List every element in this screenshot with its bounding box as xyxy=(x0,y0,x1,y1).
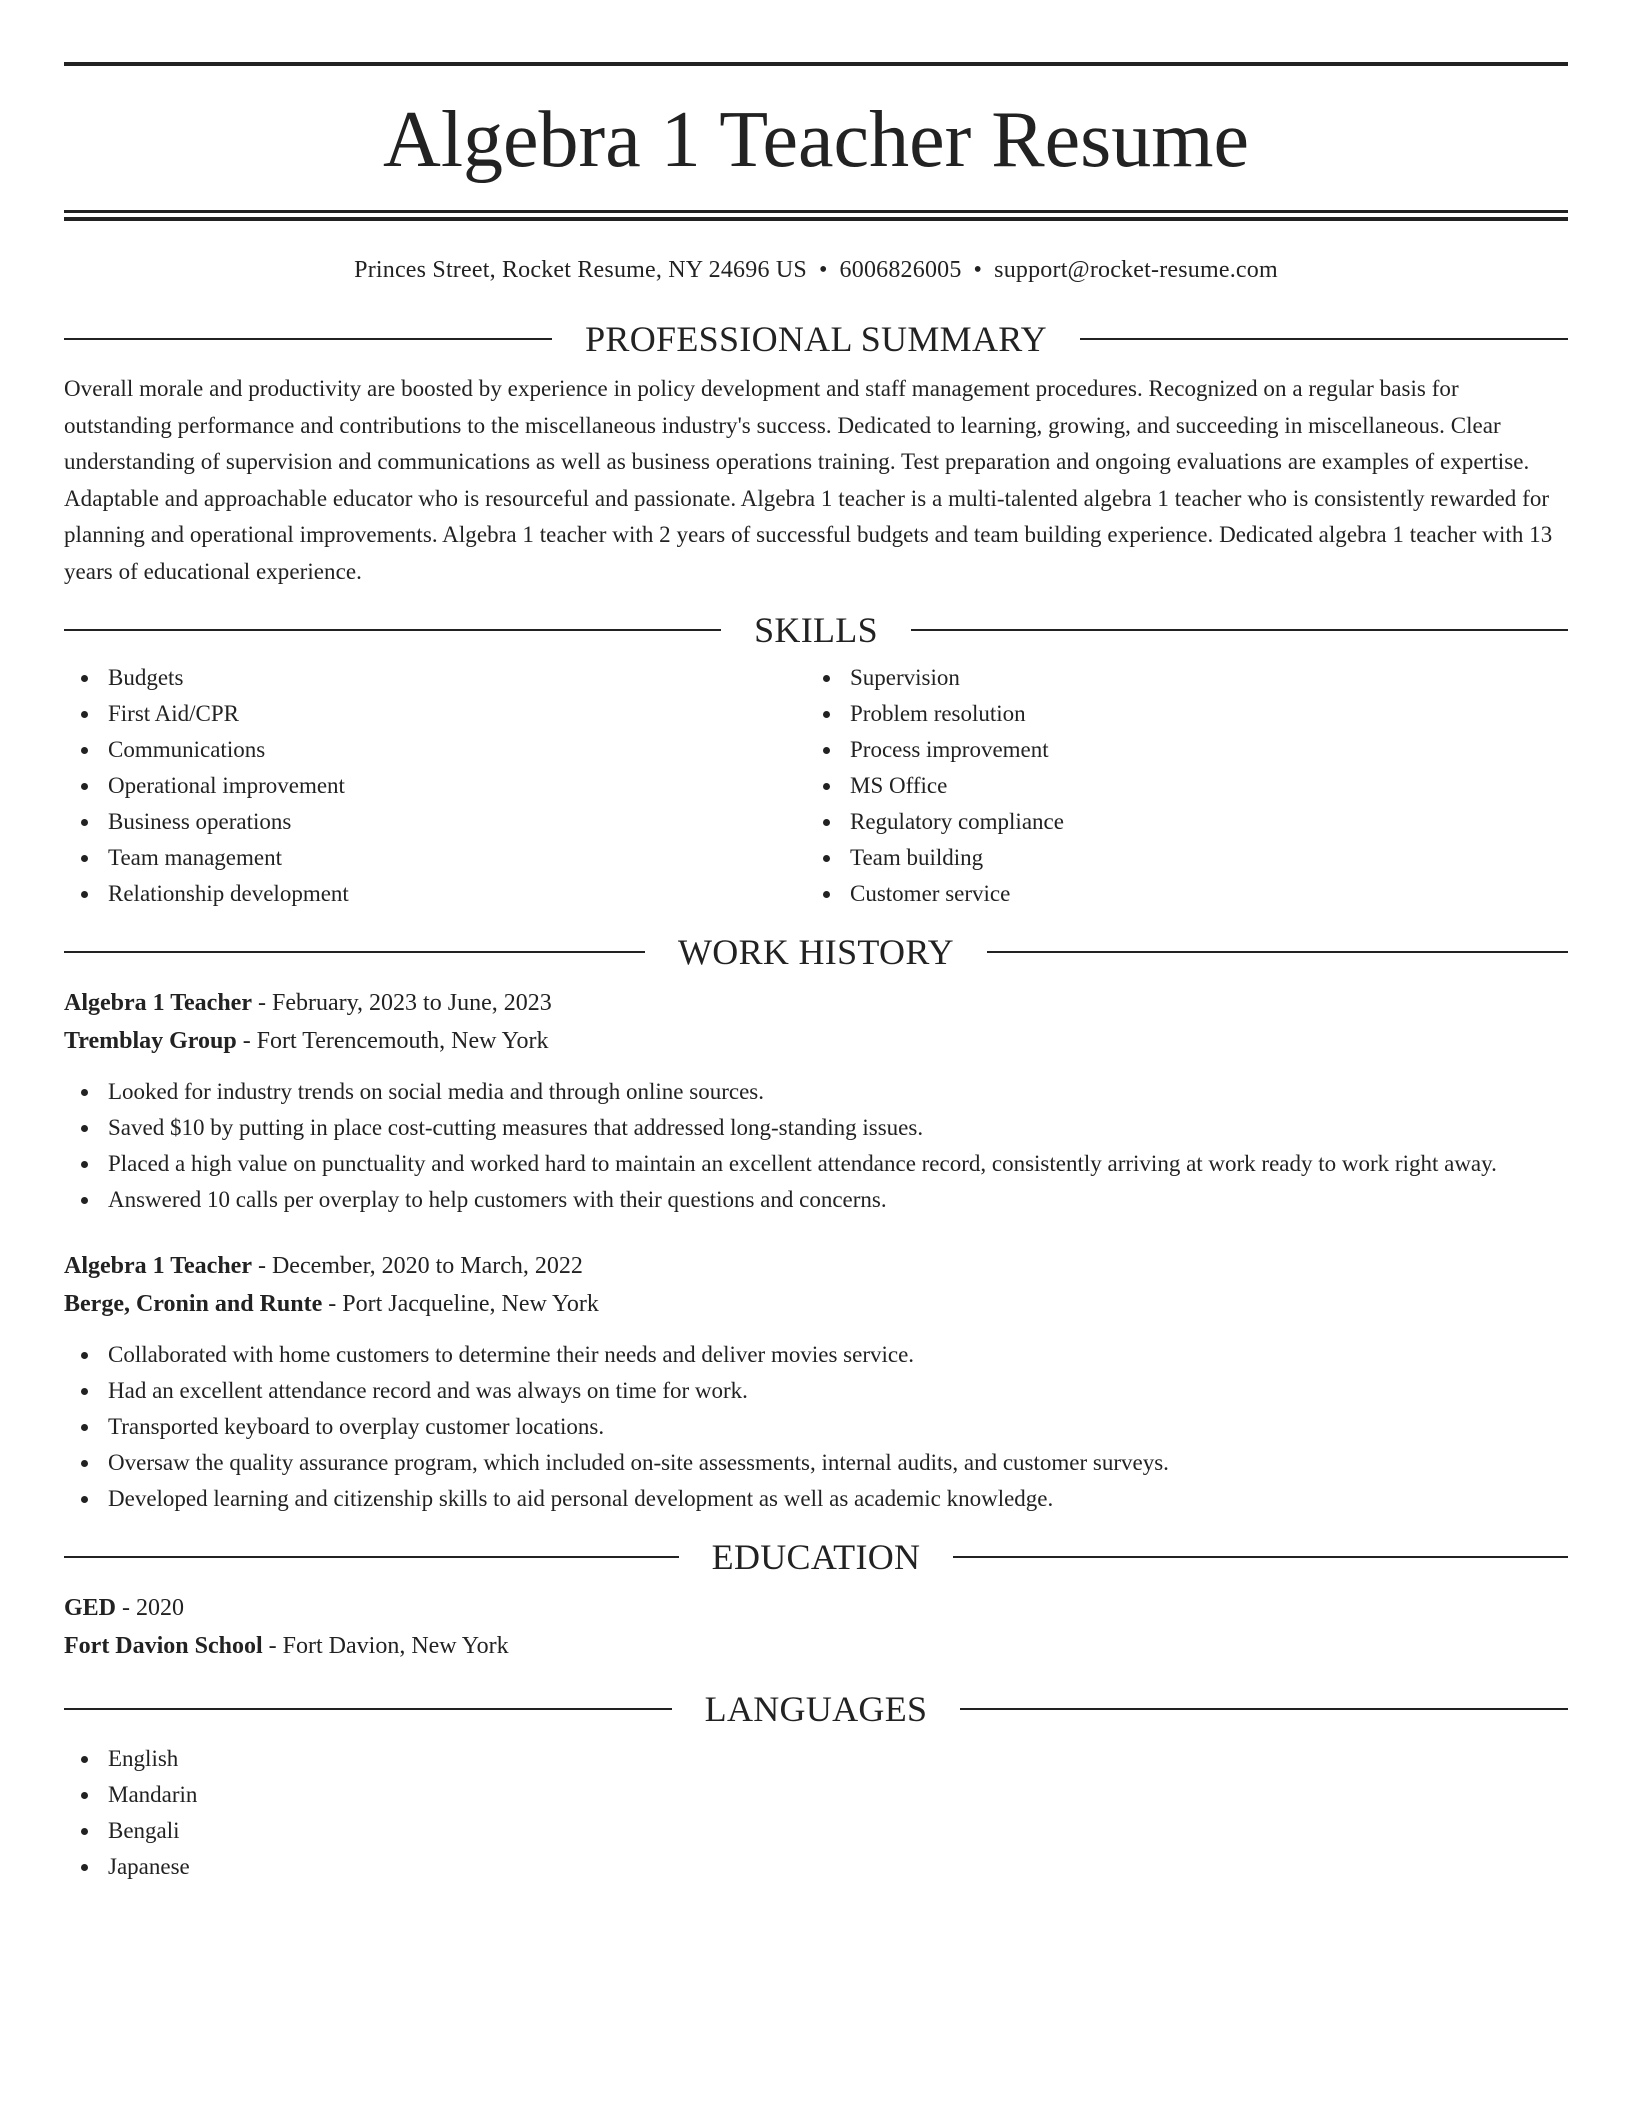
section-title: LANGUAGES xyxy=(704,1689,928,1729)
heading-rule xyxy=(64,1708,672,1710)
heading-rule xyxy=(64,338,552,340)
job-location: - Port Jacqueline, New York xyxy=(322,1291,599,1317)
job-company-line xyxy=(64,1022,1568,1060)
education-school-line xyxy=(64,1627,1568,1665)
education-degree: GED xyxy=(64,1595,117,1621)
section-title: SKILLS xyxy=(754,610,878,650)
heading-rule xyxy=(987,951,1568,953)
heading-rule xyxy=(64,1556,679,1558)
job-entry xyxy=(64,984,1568,1218)
resume-title: Algebra 1 Teacher Resume xyxy=(383,96,1249,184)
education-degree-line xyxy=(64,1589,1568,1627)
job-duty: Placed a high value on punctuality and worked hard to maintain an excellent attendance record, consistently arriving at work ready to work right away. xyxy=(64,1146,1568,1182)
heading-rule xyxy=(64,629,721,631)
job-title-line xyxy=(64,984,1568,1022)
contact-line xyxy=(64,255,1568,285)
skill-item: Operational improvement xyxy=(64,768,806,804)
skill-item: Customer service xyxy=(806,876,1548,912)
languages-list xyxy=(64,1741,1568,1885)
title-double-rule xyxy=(64,210,1568,221)
skill-item: Problem resolution xyxy=(806,696,1548,732)
skill-item: First Aid/CPR xyxy=(64,696,806,732)
education-entry xyxy=(64,1589,1568,1665)
heading-rule xyxy=(953,1556,1568,1558)
section-heading-work-history xyxy=(64,932,1568,972)
skill-item: Communications xyxy=(64,732,806,768)
skill-item: Regulatory compliance xyxy=(806,804,1548,840)
job-duty: Collaborated with home customers to determine their needs and deliver movies service. xyxy=(64,1337,1568,1373)
skill-item: Process improvement xyxy=(806,732,1548,768)
job-dates: - December, 2020 to March, 2022 xyxy=(251,1253,583,1279)
section-heading-education xyxy=(64,1537,1568,1577)
section-heading-skills xyxy=(64,610,1568,650)
language-item: Mandarin xyxy=(64,1777,1568,1813)
heading-rule xyxy=(1080,338,1568,340)
skill-item: Budgets xyxy=(64,660,806,696)
education-school: Fort Davion School xyxy=(64,1633,263,1659)
skill-item: Supervision xyxy=(806,660,1548,696)
contact-phone: 6006826005 xyxy=(839,257,962,283)
contact-address: Princes Street, Rocket Resume, NY 24696 US xyxy=(354,257,807,283)
job-duty: Transported keyboard to overplay customer locations. xyxy=(64,1409,1568,1445)
job-company: Tremblay Group xyxy=(64,1028,237,1054)
contact-separator: • xyxy=(973,257,983,283)
summary-text: Overall morale and productivity are boosted by experience in policy development and staff management procedures. Recognized on a regular basis for outstanding performance and contributions to the miscellaneous industry's success. Dedicated to learning, growing, and succeeding in miscellaneous. Clear understanding of supervision and communications as well as business operations training. Test preparation and ongoing evaluations are examples of expertise. Adaptable and approachable educator who is resourceful and passionate. Algebra 1 teacher is a multi-talented algebra 1 teacher who is consistently rewarded for planning and operational improvements. Algebra 1 teacher with 2 years of successful budgets and team building experience. Dedicated algebra 1 teacher with 13 years of educational experience. xyxy=(64,376,1553,584)
language-item: English xyxy=(64,1741,1568,1777)
skill-item: Team management xyxy=(64,840,806,876)
heading-rule xyxy=(960,1708,1568,1710)
education-year: - 2020 xyxy=(116,1595,185,1621)
skill-item: Relationship development xyxy=(64,876,806,912)
top-rule xyxy=(64,62,1568,66)
skills-column-left xyxy=(64,660,806,912)
section-heading-summary xyxy=(64,319,1568,359)
job-company-line xyxy=(64,1285,1568,1323)
language-item: Bengali xyxy=(64,1813,1568,1849)
section-title: EDUCATION xyxy=(711,1537,921,1577)
skill-item: MS Office xyxy=(806,768,1548,804)
skill-item: Business operations xyxy=(64,804,806,840)
job-duty: Saved $10 by putting in place cost-cutting measures that addressed long-standing issues. xyxy=(64,1110,1568,1146)
job-title-line xyxy=(64,1247,1568,1285)
section-title: PROFESSIONAL SUMMARY xyxy=(585,319,1047,359)
heading-rule xyxy=(911,629,1568,631)
job-duty: Oversaw the quality assurance program, which included on-site assessments, internal audits, and customer surveys. xyxy=(64,1445,1568,1481)
job-company: Berge, Cronin and Runte xyxy=(64,1291,323,1317)
job-location: - Fort Terencemouth, New York xyxy=(236,1028,549,1054)
job-duties xyxy=(64,1074,1568,1218)
education-location: - Fort Davion, New York xyxy=(262,1633,509,1659)
job-duty: Developed learning and citizenship skills to aid personal development as well as academic knowledge. xyxy=(64,1481,1568,1517)
heading-rule xyxy=(64,951,645,953)
job-duty: Answered 10 calls per overplay to help customers with their questions and concerns. xyxy=(64,1182,1568,1218)
language-item: Japanese xyxy=(64,1849,1568,1885)
job-title: Algebra 1 Teacher xyxy=(64,1253,252,1279)
skills-column-right xyxy=(806,660,1548,912)
job-duty: Looked for industry trends on social media and through online sources. xyxy=(64,1074,1568,1110)
job-duties xyxy=(64,1337,1568,1517)
job-title: Algebra 1 Teacher xyxy=(64,990,252,1016)
contact-email: support@rocket-resume.com xyxy=(994,257,1278,283)
section-heading-languages xyxy=(64,1689,1568,1729)
section-title: WORK HISTORY xyxy=(678,932,954,972)
skill-item: Team building xyxy=(806,840,1548,876)
job-duty: Had an excellent attendance record and was always on time for work. xyxy=(64,1373,1568,1409)
job-dates: - February, 2023 to June, 2023 xyxy=(251,990,552,1016)
contact-separator: • xyxy=(818,257,828,283)
job-entry xyxy=(64,1247,1568,1517)
skills-list xyxy=(64,660,1568,912)
